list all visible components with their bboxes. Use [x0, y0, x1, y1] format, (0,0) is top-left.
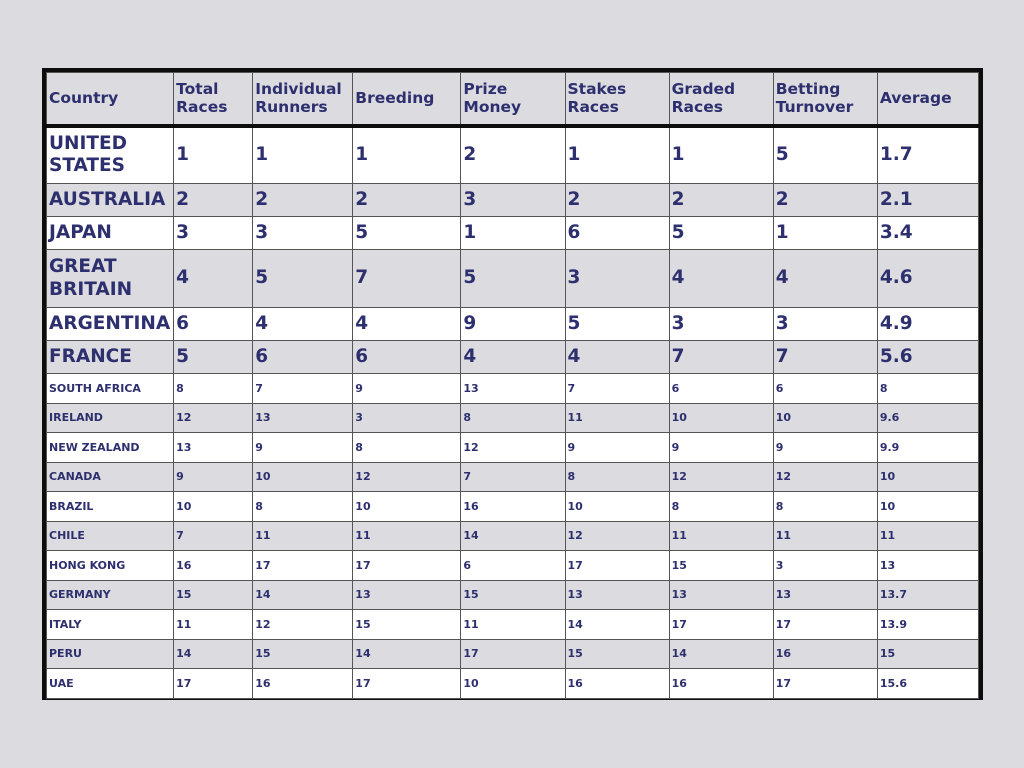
rank-cell: 2.1	[877, 184, 978, 217]
rankings-table-container	[42, 68, 983, 700]
rank-cell: 6	[353, 341, 461, 374]
table-row	[47, 184, 979, 217]
rank-cell: 10	[669, 403, 773, 433]
rank-cell: 17	[353, 551, 461, 581]
rank-cell: 1	[353, 126, 461, 184]
rank-cell: 11	[174, 610, 253, 640]
rank-cell: 12	[773, 462, 877, 492]
rank-cell: 17	[174, 669, 253, 699]
rank-cell: 12	[461, 433, 565, 463]
rank-cell: 14	[565, 610, 669, 640]
rank-cell: 16	[773, 639, 877, 669]
rank-cell: 16	[565, 669, 669, 699]
rank-cell: 1.7	[877, 126, 978, 184]
rank-cell: 2	[253, 184, 353, 217]
rank-cell: 8	[565, 462, 669, 492]
rank-cell: 5	[565, 308, 669, 341]
country-cell: IRELAND	[47, 403, 174, 433]
rank-cell: 3	[174, 217, 253, 250]
rank-cell: 8	[877, 374, 978, 404]
rank-cell: 3	[669, 308, 773, 341]
rank-cell: 11	[353, 521, 461, 551]
table-row	[47, 521, 979, 551]
rank-cell: 12	[565, 521, 669, 551]
rank-cell: 5	[353, 217, 461, 250]
rank-cell: 5	[773, 126, 877, 184]
rank-cell: 4.6	[877, 250, 978, 308]
rank-cell: 17	[461, 639, 565, 669]
rank-cell: 16	[174, 551, 253, 581]
table-row	[47, 250, 979, 308]
country-cell: AUSTRALIA	[47, 184, 174, 217]
rank-cell: 13	[877, 551, 978, 581]
rank-cell: 15	[174, 580, 253, 610]
country-cell: GERMANY	[47, 580, 174, 610]
country-cell: NEW ZEALAND	[47, 433, 174, 463]
rank-cell: 15	[669, 551, 773, 581]
column-header-betting-turnover: Betting Turnover	[773, 73, 877, 126]
column-header-breeding: Breeding	[353, 73, 461, 126]
rank-cell: 5.6	[877, 341, 978, 374]
table-row	[47, 403, 979, 433]
rank-cell: 6	[461, 551, 565, 581]
rank-cell: 7	[773, 341, 877, 374]
rank-cell: 17	[353, 669, 461, 699]
rank-cell: 9	[565, 433, 669, 463]
rank-cell: 6	[773, 374, 877, 404]
rank-cell: 13.9	[877, 610, 978, 640]
rank-cell: 1	[773, 217, 877, 250]
rank-cell: 15	[353, 610, 461, 640]
rank-cell: 1	[565, 126, 669, 184]
rank-cell: 7	[253, 374, 353, 404]
rank-cell: 10	[174, 492, 253, 522]
rank-cell: 9	[773, 433, 877, 463]
rank-cell: 9	[461, 308, 565, 341]
rank-cell: 4	[669, 250, 773, 308]
rank-cell: 10	[877, 492, 978, 522]
rank-cell: 11	[877, 521, 978, 551]
rank-cell: 10	[253, 462, 353, 492]
rank-cell: 4	[773, 250, 877, 308]
rank-cell: 6	[253, 341, 353, 374]
rank-cell: 7	[174, 521, 253, 551]
rank-cell: 5	[253, 250, 353, 308]
country-cell: UAE	[47, 669, 174, 699]
rank-cell: 8	[353, 433, 461, 463]
rank-cell: 15	[253, 639, 353, 669]
rank-cell: 13	[669, 580, 773, 610]
rank-cell: 11	[253, 521, 353, 551]
rank-cell: 10	[565, 492, 669, 522]
rank-cell: 14	[461, 521, 565, 551]
rank-cell: 2	[353, 184, 461, 217]
rank-cell: 14	[253, 580, 353, 610]
rank-cell: 14	[174, 639, 253, 669]
rank-cell: 5	[174, 341, 253, 374]
header-row	[47, 73, 979, 126]
rank-cell: 3	[353, 403, 461, 433]
rank-cell: 17	[669, 610, 773, 640]
table-row	[47, 217, 979, 250]
rank-cell: 6	[565, 217, 669, 250]
rank-cell: 11	[773, 521, 877, 551]
rank-cell: 17	[773, 610, 877, 640]
column-header-graded-races: Graded Races	[669, 73, 773, 126]
column-header-total-races: Total Races	[174, 73, 253, 126]
rank-cell: 13	[461, 374, 565, 404]
country-cell: CANADA	[47, 462, 174, 492]
rank-cell: 15	[565, 639, 669, 669]
table-row	[47, 492, 979, 522]
rank-cell: 14	[353, 639, 461, 669]
rank-cell: 13	[773, 580, 877, 610]
country-cell: PERU	[47, 639, 174, 669]
rank-cell: 9	[174, 462, 253, 492]
rank-cell: 5	[669, 217, 773, 250]
rank-cell: 17	[253, 551, 353, 581]
rank-cell: 7	[669, 341, 773, 374]
rank-cell: 2	[669, 184, 773, 217]
rank-cell: 13	[353, 580, 461, 610]
column-header-stakes-races: Stakes Races	[565, 73, 669, 126]
rank-cell: 3	[253, 217, 353, 250]
rank-cell: 8	[253, 492, 353, 522]
rank-cell: 10	[773, 403, 877, 433]
table-row	[47, 639, 979, 669]
rank-cell: 4	[353, 308, 461, 341]
column-header-country: Country	[47, 73, 174, 126]
rank-cell: 12	[253, 610, 353, 640]
rank-cell: 14	[669, 639, 773, 669]
rank-cell: 17	[773, 669, 877, 699]
rank-cell: 15	[461, 580, 565, 610]
rank-cell: 4.9	[877, 308, 978, 341]
rank-cell: 4	[174, 250, 253, 308]
rank-cell: 6	[669, 374, 773, 404]
rank-cell: 10	[461, 669, 565, 699]
rank-cell: 1	[669, 126, 773, 184]
rank-cell: 9	[253, 433, 353, 463]
rank-cell: 10	[877, 462, 978, 492]
rank-cell: 11	[565, 403, 669, 433]
rank-cell: 2	[565, 184, 669, 217]
country-cell: SOUTH AFRICA	[47, 374, 174, 404]
rank-cell: 3	[461, 184, 565, 217]
table-row	[47, 551, 979, 581]
rank-cell: 17	[565, 551, 669, 581]
rank-cell: 1	[174, 126, 253, 184]
rank-cell: 16	[253, 669, 353, 699]
table-row	[47, 308, 979, 341]
rank-cell: 13	[253, 403, 353, 433]
rank-cell: 11	[461, 610, 565, 640]
rank-cell: 9.9	[877, 433, 978, 463]
rank-cell: 2	[174, 184, 253, 217]
table-row	[47, 610, 979, 640]
rank-cell: 13	[565, 580, 669, 610]
country-cell: BRAZIL	[47, 492, 174, 522]
rank-cell: 7	[353, 250, 461, 308]
table-row	[47, 126, 979, 184]
rank-cell: 13.7	[877, 580, 978, 610]
rankings-table	[46, 72, 979, 699]
rank-cell: 2	[773, 184, 877, 217]
rank-cell: 16	[669, 669, 773, 699]
rank-cell: 12	[174, 403, 253, 433]
rank-cell: 9	[353, 374, 461, 404]
rank-cell: 13	[174, 433, 253, 463]
rank-cell: 8	[461, 403, 565, 433]
rank-cell: 3	[773, 551, 877, 581]
rank-cell: 8	[669, 492, 773, 522]
column-header-individual-runners: Individual Runners	[253, 73, 353, 126]
rank-cell: 9.6	[877, 403, 978, 433]
table-row	[47, 341, 979, 374]
table-row	[47, 462, 979, 492]
rank-cell: 4	[565, 341, 669, 374]
rank-cell: 4	[253, 308, 353, 341]
rank-cell: 1	[461, 217, 565, 250]
rank-cell: 12	[669, 462, 773, 492]
rank-cell: 6	[174, 308, 253, 341]
column-header-prize-money: Prize Money	[461, 73, 565, 126]
country-cell: ITALY	[47, 610, 174, 640]
rank-cell: 5	[461, 250, 565, 308]
rank-cell: 16	[461, 492, 565, 522]
country-cell: JAPAN	[47, 217, 174, 250]
country-cell: UNITED STATES	[47, 126, 174, 184]
rank-cell: 12	[353, 462, 461, 492]
country-cell: FRANCE	[47, 341, 174, 374]
rank-cell: 4	[461, 341, 565, 374]
rank-cell: 7	[461, 462, 565, 492]
rank-cell: 3	[565, 250, 669, 308]
rank-cell: 15.6	[877, 669, 978, 699]
table-row	[47, 433, 979, 463]
rank-cell: 1	[253, 126, 353, 184]
rank-cell: 3.4	[877, 217, 978, 250]
country-cell: GREAT BRITAIN	[47, 250, 174, 308]
rank-cell: 7	[565, 374, 669, 404]
table-row	[47, 580, 979, 610]
rank-cell: 3	[773, 308, 877, 341]
country-cell: CHILE	[47, 521, 174, 551]
rank-cell: 8	[174, 374, 253, 404]
country-cell: ARGENTINA	[47, 308, 174, 341]
rank-cell: 8	[773, 492, 877, 522]
rank-cell: 9	[669, 433, 773, 463]
rank-cell: 11	[669, 521, 773, 551]
column-header-average: Average	[877, 73, 978, 126]
country-cell: HONG KONG	[47, 551, 174, 581]
rank-cell: 15	[877, 639, 978, 669]
table-row	[47, 374, 979, 404]
rank-cell: 10	[353, 492, 461, 522]
rank-cell: 2	[461, 126, 565, 184]
table-row	[47, 669, 979, 699]
